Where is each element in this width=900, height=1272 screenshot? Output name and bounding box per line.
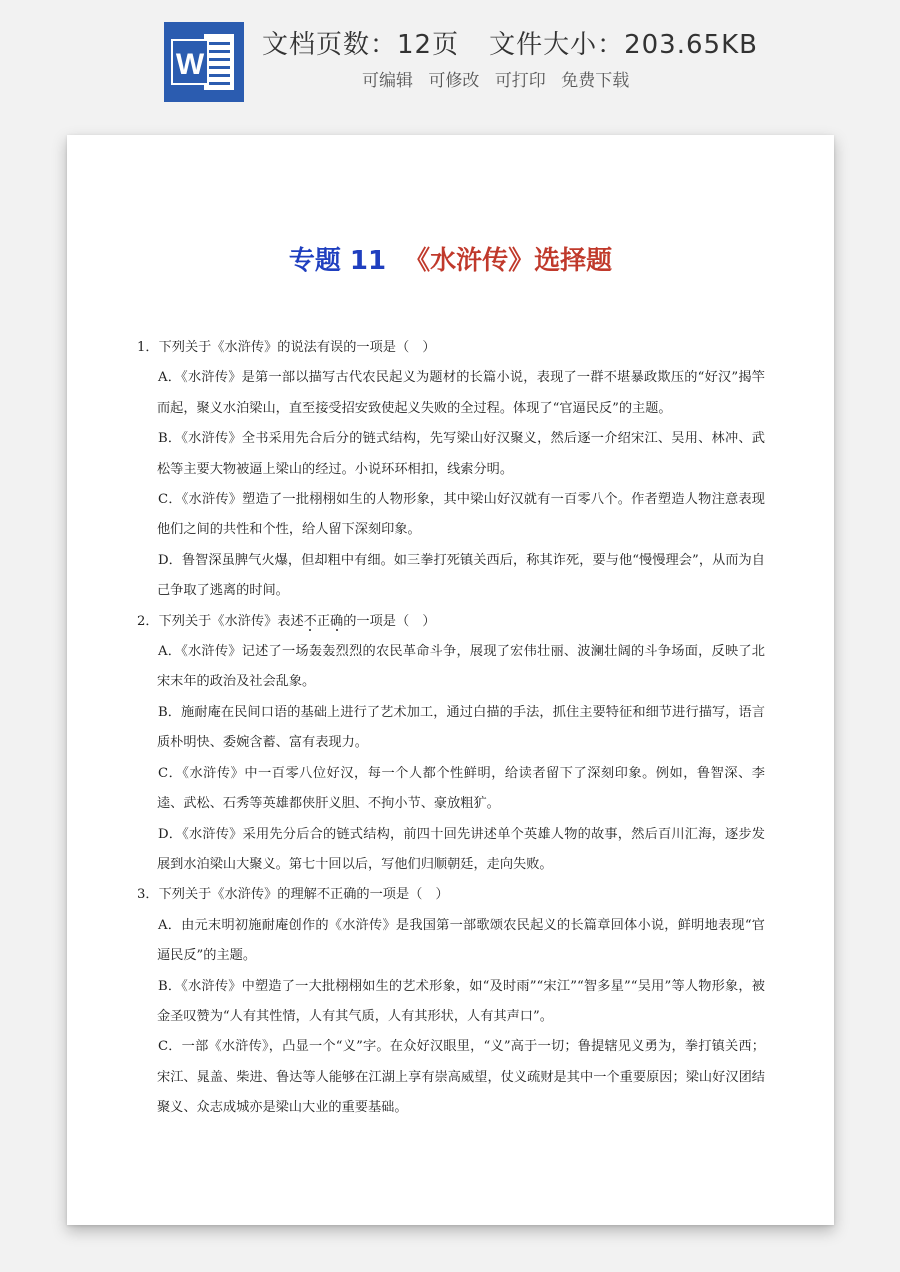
word-doc-icon-letter: W — [175, 48, 205, 81]
feature-list — [362, 66, 639, 91]
question-option: C．一部《水浒传》，凸显一个“义”字。在众好汉眼里，“义”高于一切；鲁提辖见义勇为，拳打镇关西；宋江、晁盖、柴进、鲁达等人能够在江湖上享有崇高威望，仗义疏财是其中一个重要原因；梁山好汉团结聚义、众志成城亦是梁山大业的重要基础。 — [157, 1039, 765, 1116]
question-stem: 3．下列关于《水浒传》的理解不正确的一项是（ ） — [137, 887, 449, 903]
emphasis-char: 不 — [303, 613, 317, 629]
page-count: 文档页数：12页 — [262, 30, 460, 60]
question-option: A．由元末明初施耐庵创作的《水浒传》是我国第一部歌颂农民起义的长篇章回体小说，鲜明地表现“官逼民反”的主题。 — [157, 917, 765, 964]
word-doc-icon — [164, 22, 244, 102]
question-option: A．《水浒传》记述了一场轰轰烈烈的农民革命斗争，展现了宏伟壮丽、波澜壮阔的斗争场面，反映了北宋末年的政治及社会乱象。 — [157, 644, 765, 690]
question-option: B．《水浒传》全书采用先合后分的链式结构，先写梁山好汉聚义，然后逐一介绍宋江、吴用、林冲、武松等主要大物被逼上梁山的经过。小说环环相扣，线索分明。 — [157, 431, 765, 477]
feature-free-download: 免费下载 — [561, 71, 630, 91]
emphasis-char: 确 — [330, 613, 344, 629]
document-page — [67, 135, 834, 1225]
question-option: A．《水浒传》是第一部以描写古代农民起义为题材的长篇小说，表现了一群不堪暴政欺压的“好汉”揭竿而起，聚义水泊梁山，直至接受招安致使起义失败的全过程。体现了“官逼民反”的主题。 — [157, 370, 765, 416]
file-size: 文件大小：203.65KB — [489, 30, 758, 60]
question-option: C．《水浒传》中一百零八位好汉，每一个人都个性鲜明，给读者留下了深刻印象。例如，鲁智深、李逵、武松、石秀等英雄都侠肝义胆、不拘小节、豪放粗犷。 — [157, 765, 765, 812]
feature-editable: 可编辑 — [362, 71, 413, 91]
stem-text: 正 — [316, 613, 331, 629]
feature-printable: 可打印 — [494, 71, 546, 91]
question-stem: 1．下列关于《水浒传》的说法有误的一项是（ ） — [137, 340, 436, 355]
question-option: D．《水浒传》采用先分后合的链式结构，前四十回先讲述单个英雄人物的故事，然后百川汇海，逐步发展到水泊梁山大聚义。第七十回以后，写他们归顺朝廷，走向失败。 — [157, 826, 765, 872]
question-option: B．《水浒传》中塑造了一大批栩栩如生的艺术形象，如“及时雨”“宋江”“智多星”“吴用”等人物形象，被金圣叹赞为“人有其性情，人有其气质，人有其形状，人有其声口”。 — [157, 978, 765, 1024]
title-topic-number: 专题 11 — [288, 246, 387, 276]
stem-text: 2．下列关于《水浒传》表述 — [137, 613, 304, 629]
question-stem — [137, 607, 765, 637]
question-option: B．施耐庵在民间口语的基础上进行了艺术加工，通过白描的手法，抓住主要特征和细节进行描写，语言质朴明快、委婉含蓄、富有表现力。 — [157, 704, 765, 751]
stem-text: 的一项是（ ） — [343, 613, 436, 629]
feature-modifiable: 可修改 — [428, 71, 480, 91]
question-option: D．鲁智深虽脾气火爆，但却粗中有细。如三拳打死镇关西后，称其诈死，要与他“慢慢理会”，从而为自己争取了逃离的时间。 — [157, 552, 765, 599]
question-list — [137, 333, 765, 1124]
document-meta — [262, 24, 758, 61]
title-topic-name: 《水浒传》选择题 — [404, 246, 613, 276]
page-title — [67, 240, 834, 277]
document-info-header — [0, 0, 900, 120]
question-option: C．《水浒传》塑造了一批栩栩如生的人物形象，其中梁山好汉就有一百零八个。作者塑造人物注意表现他们之间的共性和个性，给人留下深刻印象。 — [157, 492, 765, 538]
